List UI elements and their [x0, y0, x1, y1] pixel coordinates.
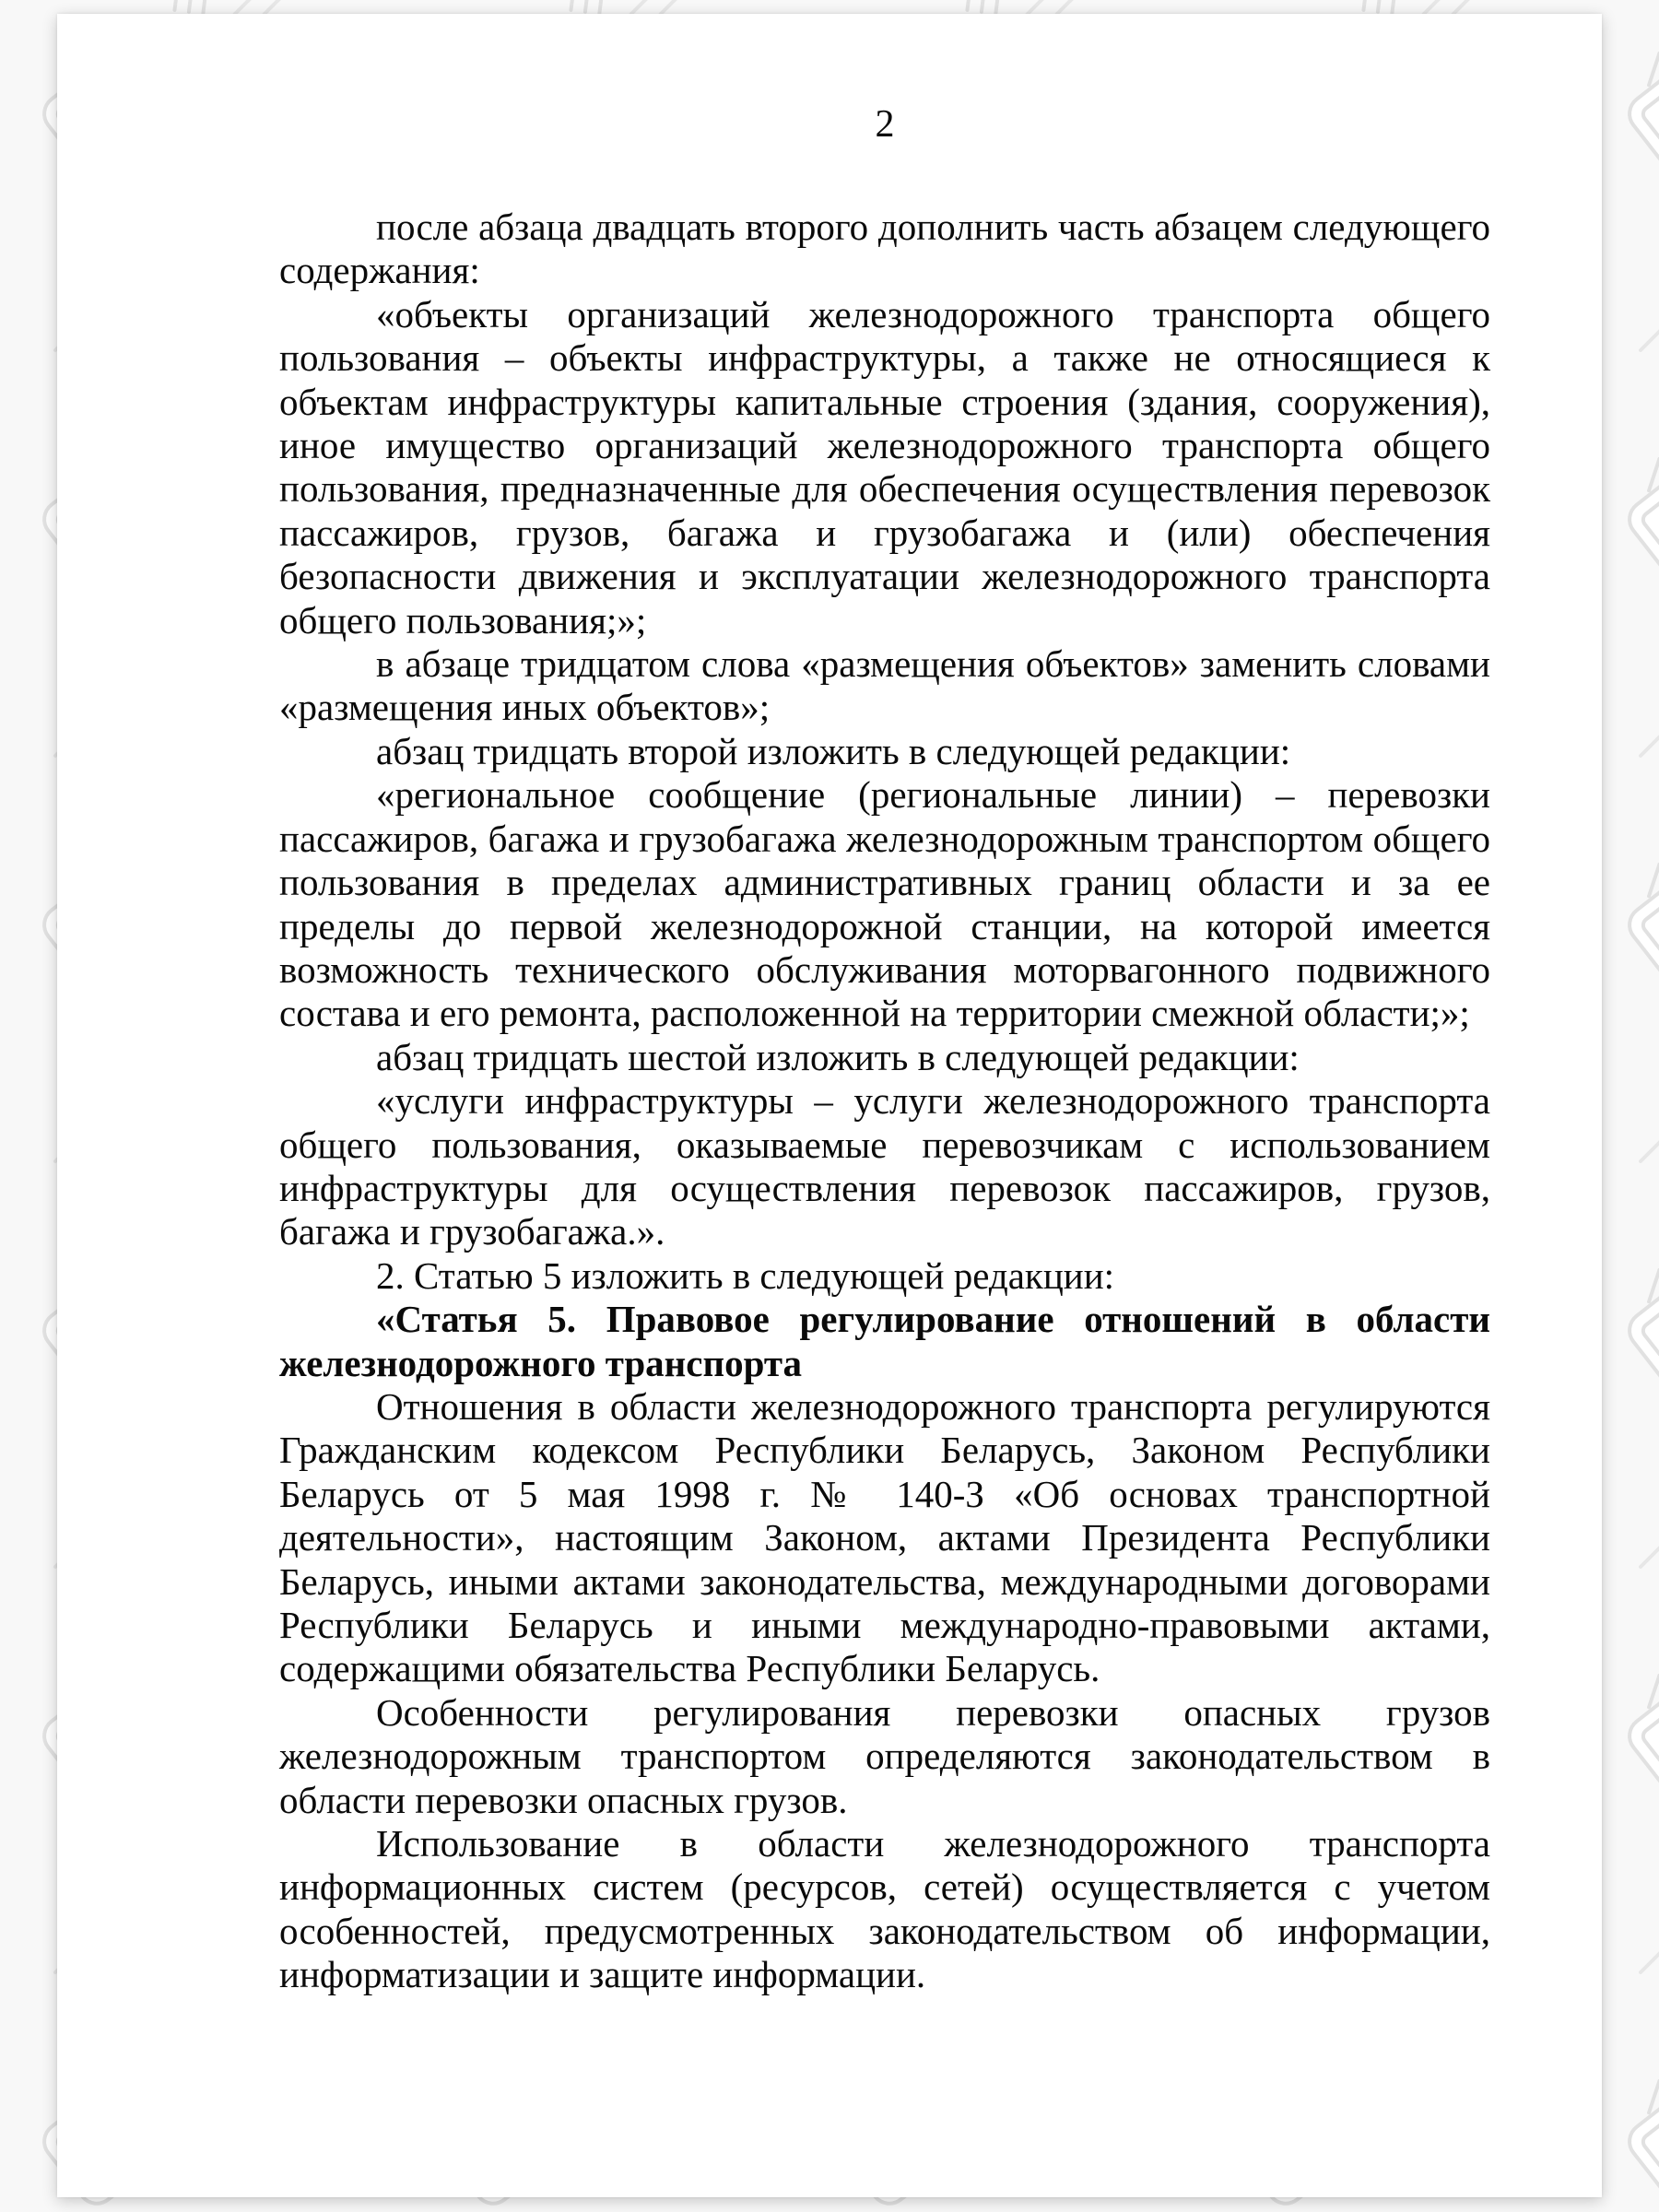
paragraph-information-systems: Использование в области железнодорожного транспорта информационных систем (ресурсов, сетей) осуществляется с учетом особенностей, предусмотренных законодательством об информации, информатизации и защите информации.	[279, 1822, 1490, 1996]
paragraph-para32-intro: абзац тридцать второй изложить в следующей редакции:	[376, 729, 1291, 772]
paragraph-para36-intro: абзац тридцать шестой изложить в следующей редакции:	[376, 1035, 1300, 1078]
paragraph-dangerous-goods: Особенности регулирования перевозки опасных грузов железнодорожным транспортом определяются законодательством в области перевозки опасных грузов.	[279, 1690, 1490, 1821]
paragraph-amend-intro: после абзаца двадцать второго дополнить часть абзацем следующего содержания:	[279, 206, 1490, 292]
paragraph-para30-amend: в абзаце тридцатом слова «размещения объектов» заменить словами «размещения иных объектов»;	[279, 642, 1490, 729]
paragraph-regional-service: «региональное сообщение (региональные линии) – перевозки пассажиров, багажа и грузобагажа железнодорожным транспортом общего пользования в пределах административных границ области и за ее пределы до первой железнодорожной станции, на которой имеется возможность технического обслуживания моторвагонного подвижного состава и его ремонта, расположенной на территории смежной области;»;	[279, 773, 1490, 1035]
paragraph-regulation-sources: Отношения в области железнодорожного транспорта регулируются Гражданским кодексом Республики Беларусь, Законом Республики Беларусь от 5 мая 1998 г. № 140-З «Об основах транспортной деятельности», настоящим Законом, актами Президента Республики Беларусь, иными актами законодательства, международными договорами Республики Беларусь и иными международно-правовыми актами, содержащими обязательства Республики Беларусь.	[279, 1384, 1490, 1690]
paragraph-article5-intro: 2. Статью 5 изложить в следующей редакции:	[376, 1253, 1115, 1297]
page-number: 2	[875, 103, 895, 146]
article-5-heading: «Статья 5. Правовое регулирование отношений в области железнодорожного транспорта	[279, 1298, 1490, 1384]
document-body	[279, 206, 1490, 1997]
paragraph-objects-definition: «объекты организаций железнодорожного транспорта общего пользования – объекты инфраструктуры, а также не относящиеся к объектам инфраструктуры капитальные строения (здания, сооружения), иное имущество организаций железнодорожного транспорта общего пользования, предназначенные для обеспечения осуществления перевозок пассажиров, грузов, багажа и грузобагажа и (или) обеспечения безопасности движения и эксплуатации железнодорожного транспорта общего пользования;»;	[279, 292, 1490, 641]
document-page	[57, 14, 1602, 2197]
paragraph-infra-services: «услуги инфраструктуры – услуги железнодорожного транспорта общего пользования, оказываемые перевозчикам с использованием инфраструктуры для осуществления перевозок пассажиров, грузов, багажа и грузобагажа.».	[279, 1079, 1490, 1253]
